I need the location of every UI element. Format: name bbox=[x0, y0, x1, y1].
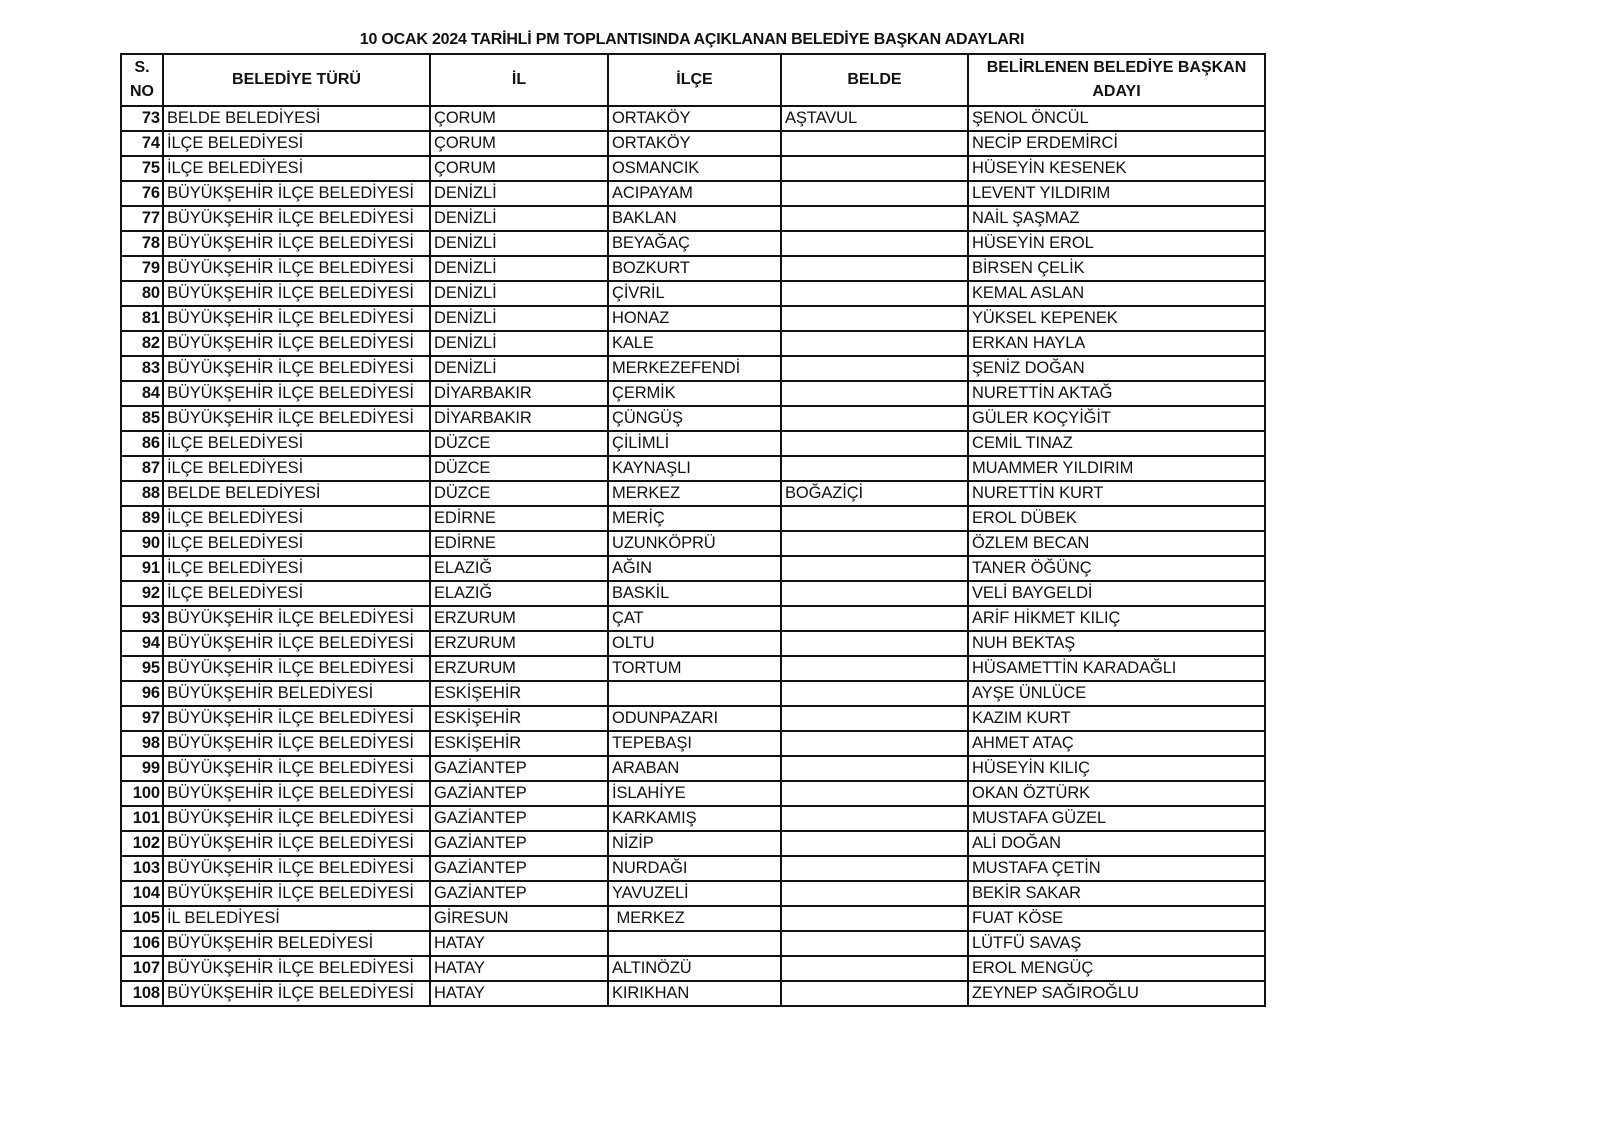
cell-il: DÜZCE bbox=[430, 431, 608, 456]
cell-il: GAZİANTEP bbox=[430, 831, 608, 856]
cell-il: DÜZCE bbox=[430, 481, 608, 506]
cell-aday: KAZIM KURT bbox=[968, 706, 1265, 731]
table-row bbox=[121, 256, 1265, 281]
cell-ilce: NİZİP bbox=[608, 831, 781, 856]
cell-aday: EROL MENGÜÇ bbox=[968, 956, 1265, 981]
cell-belde bbox=[781, 681, 968, 706]
cell-aday: GÜLER KOÇYİĞİT bbox=[968, 406, 1265, 431]
cell-belediye-turu: BÜYÜKŞEHİR İLÇE BELEDİYESİ bbox=[163, 706, 430, 731]
cell-ilce: ÇERMİK bbox=[608, 381, 781, 406]
table-row bbox=[121, 531, 1265, 556]
cell-belediye-turu: BÜYÜKŞEHİR İLÇE BELEDİYESİ bbox=[163, 181, 430, 206]
cell-belde bbox=[781, 806, 968, 831]
cell-il: HATAY bbox=[430, 981, 608, 1006]
header-il: İL bbox=[430, 54, 608, 106]
header-belde: BELDE bbox=[781, 54, 968, 106]
cell-belde bbox=[781, 506, 968, 531]
cell-sno: 78 bbox=[121, 231, 163, 256]
cell-il: EDİRNE bbox=[430, 506, 608, 531]
cell-ilce: KIRIKHAN bbox=[608, 981, 781, 1006]
cell-belde bbox=[781, 831, 968, 856]
cell-belde bbox=[781, 181, 968, 206]
cell-ilce: MERİÇ bbox=[608, 506, 781, 531]
cell-belde bbox=[781, 956, 968, 981]
table-row bbox=[121, 881, 1265, 906]
cell-il: DENİZLİ bbox=[430, 281, 608, 306]
cell-il: ELAZIĞ bbox=[430, 581, 608, 606]
cell-ilce: ODUNPAZARI bbox=[608, 706, 781, 731]
cell-aday: ÖZLEM BECAN bbox=[968, 531, 1265, 556]
cell-il: ÇORUM bbox=[430, 131, 608, 156]
cell-belediye-turu: BÜYÜKŞEHİR İLÇE BELEDİYESİ bbox=[163, 881, 430, 906]
cell-aday: AHMET ATAÇ bbox=[968, 731, 1265, 756]
header-row bbox=[121, 54, 1265, 106]
table-row bbox=[121, 281, 1265, 306]
cell-ilce: MERKEZ bbox=[608, 481, 781, 506]
cell-il: DENİZLİ bbox=[430, 206, 608, 231]
cell-il: DÜZCE bbox=[430, 456, 608, 481]
cell-belde: BOĞAZİÇİ bbox=[781, 481, 968, 506]
cell-il: ÇORUM bbox=[430, 106, 608, 131]
cell-il: GAZİANTEP bbox=[430, 781, 608, 806]
header-belediye-turu: BELEDİYE TÜRÜ bbox=[163, 54, 430, 106]
cell-sno: 105 bbox=[121, 906, 163, 931]
cell-belediye-turu: BÜYÜKŞEHİR İLÇE BELEDİYESİ bbox=[163, 631, 430, 656]
cell-aday: LÜTFÜ SAVAŞ bbox=[968, 931, 1265, 956]
table-row bbox=[121, 756, 1265, 781]
cell-aday: EROL DÜBEK bbox=[968, 506, 1265, 531]
cell-belediye-turu: İL BELEDİYESİ bbox=[163, 906, 430, 931]
cell-ilce: TORTUM bbox=[608, 656, 781, 681]
cell-ilce: BEYAĞAÇ bbox=[608, 231, 781, 256]
cell-aday: YÜKSEL KEPENEK bbox=[968, 306, 1265, 331]
cell-ilce: BOZKURT bbox=[608, 256, 781, 281]
cell-belediye-turu: İLÇE BELEDİYESİ bbox=[163, 456, 430, 481]
cell-belediye-turu: BÜYÜKŞEHİR İLÇE BELEDİYESİ bbox=[163, 231, 430, 256]
cell-belde bbox=[781, 781, 968, 806]
cell-belde bbox=[781, 856, 968, 881]
cell-sno: 93 bbox=[121, 606, 163, 631]
header-aday bbox=[968, 54, 1265, 106]
cell-sno: 73 bbox=[121, 106, 163, 131]
table-row bbox=[121, 931, 1265, 956]
table-row bbox=[121, 381, 1265, 406]
cell-il: GAZİANTEP bbox=[430, 881, 608, 906]
cell-ilce: ÇAT bbox=[608, 606, 781, 631]
header-ilce: İLÇE bbox=[608, 54, 781, 106]
cell-ilce: ACIPAYAM bbox=[608, 181, 781, 206]
cell-sno: 75 bbox=[121, 156, 163, 181]
cell-belde bbox=[781, 431, 968, 456]
cell-ilce: ÇÜNGÜŞ bbox=[608, 406, 781, 431]
cell-aday: ŞENOL ÖNCÜL bbox=[968, 106, 1265, 131]
cell-il: ERZURUM bbox=[430, 606, 608, 631]
cell-belediye-turu: BÜYÜKŞEHİR İLÇE BELEDİYESİ bbox=[163, 981, 430, 1006]
cell-belediye-turu: İLÇE BELEDİYESİ bbox=[163, 506, 430, 531]
cell-belediye-turu: BÜYÜKŞEHİR BELEDİYESİ bbox=[163, 931, 430, 956]
cell-belde bbox=[781, 156, 968, 181]
cell-sno: 108 bbox=[121, 981, 163, 1006]
cell-belediye-turu: BÜYÜKŞEHİR İLÇE BELEDİYESİ bbox=[163, 856, 430, 881]
cell-belediye-turu: İLÇE BELEDİYESİ bbox=[163, 556, 430, 581]
cell-sno: 103 bbox=[121, 856, 163, 881]
cell-belde bbox=[781, 756, 968, 781]
cell-belediye-turu: BÜYÜKŞEHİR İLÇE BELEDİYESİ bbox=[163, 381, 430, 406]
table-row bbox=[121, 431, 1265, 456]
cell-aday: ZEYNEP SAĞIROĞLU bbox=[968, 981, 1265, 1006]
cell-il: ESKİŞEHİR bbox=[430, 731, 608, 756]
cell-aday: NURETTİN KURT bbox=[968, 481, 1265, 506]
header-sno-line1: S. bbox=[134, 59, 150, 76]
cell-aday: AYŞE ÜNLÜCE bbox=[968, 681, 1265, 706]
table-row bbox=[121, 956, 1265, 981]
table-row bbox=[121, 106, 1265, 131]
cell-il: ÇORUM bbox=[430, 156, 608, 181]
table-header bbox=[121, 54, 1265, 106]
cell-ilce: AĞIN bbox=[608, 556, 781, 581]
cell-ilce: ORTAKÖY bbox=[608, 106, 781, 131]
table-row bbox=[121, 681, 1265, 706]
cell-aday: HÜSEYİN KILIÇ bbox=[968, 756, 1265, 781]
cell-sno: 81 bbox=[121, 306, 163, 331]
cell-aday: MUAMMER YILDIRIM bbox=[968, 456, 1265, 481]
cell-ilce: ORTAKÖY bbox=[608, 131, 781, 156]
cell-il: DENİZLİ bbox=[430, 331, 608, 356]
cell-belde bbox=[781, 556, 968, 581]
cell-aday: BEKİR SAKAR bbox=[968, 881, 1265, 906]
cell-sno: 101 bbox=[121, 806, 163, 831]
cell-belediye-turu: BÜYÜKŞEHİR İLÇE BELEDİYESİ bbox=[163, 956, 430, 981]
cell-belediye-turu: BÜYÜKŞEHİR İLÇE BELEDİYESİ bbox=[163, 206, 430, 231]
cell-aday: LEVENT YILDIRIM bbox=[968, 181, 1265, 206]
cell-ilce: ALTINÖZÜ bbox=[608, 956, 781, 981]
cell-belde bbox=[781, 281, 968, 306]
cell-sno: 98 bbox=[121, 731, 163, 756]
cell-belediye-turu: BÜYÜKŞEHİR İLÇE BELEDİYESİ bbox=[163, 406, 430, 431]
table-row bbox=[121, 581, 1265, 606]
cell-ilce: BAKLAN bbox=[608, 206, 781, 231]
header-aday-line1: BELİRLENEN BELEDİYE BAŞKAN bbox=[986, 59, 1247, 76]
cell-belediye-turu: İLÇE BELEDİYESİ bbox=[163, 131, 430, 156]
cell-il: DENİZLİ bbox=[430, 181, 608, 206]
cell-aday: NUH BEKTAŞ bbox=[968, 631, 1265, 656]
cell-belediye-turu: İLÇE BELEDİYESİ bbox=[163, 156, 430, 181]
cell-belediye-turu: BÜYÜKŞEHİR İLÇE BELEDİYESİ bbox=[163, 306, 430, 331]
cell-belde bbox=[781, 306, 968, 331]
cell-aday: ERKAN HAYLA bbox=[968, 331, 1265, 356]
cell-ilce: TEPEBAŞI bbox=[608, 731, 781, 756]
cell-sno: 106 bbox=[121, 931, 163, 956]
cell-belde bbox=[781, 531, 968, 556]
cell-sno: 99 bbox=[121, 756, 163, 781]
cell-belde bbox=[781, 931, 968, 956]
cell-ilce: ARABAN bbox=[608, 756, 781, 781]
cell-aday: NECİP ERDEMİRCİ bbox=[968, 131, 1265, 156]
cell-belediye-turu: BELDE BELEDİYESİ bbox=[163, 106, 430, 131]
cell-ilce: OSMANCIK bbox=[608, 156, 781, 181]
table-row bbox=[121, 356, 1265, 381]
cell-belediye-turu: BÜYÜKŞEHİR İLÇE BELEDİYESİ bbox=[163, 806, 430, 831]
table-row bbox=[121, 131, 1265, 156]
cell-belediye-turu: BÜYÜKŞEHİR İLÇE BELEDİYESİ bbox=[163, 356, 430, 381]
cell-ilce bbox=[608, 681, 781, 706]
table-row bbox=[121, 781, 1265, 806]
table-row bbox=[121, 856, 1265, 881]
cell-sno: 85 bbox=[121, 406, 163, 431]
table-row bbox=[121, 981, 1265, 1006]
header-sno-line2: NO bbox=[130, 83, 154, 100]
table-row bbox=[121, 831, 1265, 856]
cell-aday: MUSTAFA ÇETİN bbox=[968, 856, 1265, 881]
cell-sno: 95 bbox=[121, 656, 163, 681]
cell-il: DİYARBAKIR bbox=[430, 381, 608, 406]
cell-sno: 96 bbox=[121, 681, 163, 706]
table-row bbox=[121, 506, 1265, 531]
cell-sno: 80 bbox=[121, 281, 163, 306]
cell-sno: 107 bbox=[121, 956, 163, 981]
cell-il: GAZİANTEP bbox=[430, 856, 608, 881]
cell-belde bbox=[781, 331, 968, 356]
cell-belde: AŞTAVUL bbox=[781, 106, 968, 131]
cell-ilce: KAYNAŞLI bbox=[608, 456, 781, 481]
cell-sno: 82 bbox=[121, 331, 163, 356]
cell-ilce: İSLAHİYE bbox=[608, 781, 781, 806]
cell-belde bbox=[781, 406, 968, 431]
cell-sno: 97 bbox=[121, 706, 163, 731]
cell-sno: 74 bbox=[121, 131, 163, 156]
cell-aday: OKAN ÖZTÜRK bbox=[968, 781, 1265, 806]
cell-ilce: YAVUZELİ bbox=[608, 881, 781, 906]
cell-aday: FUAT KÖSE bbox=[968, 906, 1265, 931]
cell-il: HATAY bbox=[430, 956, 608, 981]
cell-ilce: BASKİL bbox=[608, 581, 781, 606]
cell-ilce: MERKEZEFENDİ bbox=[608, 356, 781, 381]
cell-aday: BİRSEN ÇELİK bbox=[968, 256, 1265, 281]
cell-ilce: OLTU bbox=[608, 631, 781, 656]
header-aday-line2: ADAYI bbox=[1092, 83, 1141, 100]
table-row bbox=[121, 606, 1265, 631]
cell-belediye-turu: İLÇE BELEDİYESİ bbox=[163, 531, 430, 556]
cell-ilce: UZUNKÖPRÜ bbox=[608, 531, 781, 556]
cell-sno: 77 bbox=[121, 206, 163, 231]
cell-sno: 88 bbox=[121, 481, 163, 506]
table-row bbox=[121, 906, 1265, 931]
cell-aday: HÜSEYİN EROL bbox=[968, 231, 1265, 256]
cell-aday: ARİF HİKMET KILIÇ bbox=[968, 606, 1265, 631]
cell-aday: CEMİL TINAZ bbox=[968, 431, 1265, 456]
table-row bbox=[121, 556, 1265, 581]
cell-belde bbox=[781, 731, 968, 756]
cell-belediye-turu: İLÇE BELEDİYESİ bbox=[163, 431, 430, 456]
cell-il: DENİZLİ bbox=[430, 231, 608, 256]
cell-aday: TANER ÖĞÜNÇ bbox=[968, 556, 1265, 581]
cell-ilce: NURDAĞI bbox=[608, 856, 781, 881]
cell-belediye-turu: BÜYÜKŞEHİR İLÇE BELEDİYESİ bbox=[163, 731, 430, 756]
cell-ilce bbox=[608, 931, 781, 956]
cell-belediye-turu: BELDE BELEDİYESİ bbox=[163, 481, 430, 506]
cell-sno: 92 bbox=[121, 581, 163, 606]
cell-belde bbox=[781, 456, 968, 481]
cell-belediye-turu: BÜYÜKŞEHİR İLÇE BELEDİYESİ bbox=[163, 656, 430, 681]
table-row bbox=[121, 481, 1265, 506]
cell-belde bbox=[781, 881, 968, 906]
cell-sno: 94 bbox=[121, 631, 163, 656]
cell-aday: KEMAL ASLAN bbox=[968, 281, 1265, 306]
cell-ilce: MERKEZ bbox=[608, 906, 781, 931]
cell-sno: 89 bbox=[121, 506, 163, 531]
table-row bbox=[121, 656, 1265, 681]
cell-il: DENİZLİ bbox=[430, 306, 608, 331]
cell-belde bbox=[781, 356, 968, 381]
cell-aday: ŞENİZ DOĞAN bbox=[968, 356, 1265, 381]
cell-belde bbox=[781, 981, 968, 1006]
table-row bbox=[121, 231, 1265, 256]
cell-belde bbox=[781, 706, 968, 731]
table-row bbox=[121, 806, 1265, 831]
cell-aday: HÜSEYİN KESENEK bbox=[968, 156, 1265, 181]
cell-belediye-turu: BÜYÜKŞEHİR İLÇE BELEDİYESİ bbox=[163, 606, 430, 631]
table-row bbox=[121, 706, 1265, 731]
cell-sno: 104 bbox=[121, 881, 163, 906]
cell-aday: VELİ BAYGELDİ bbox=[968, 581, 1265, 606]
cell-il: HATAY bbox=[430, 931, 608, 956]
cell-sno: 79 bbox=[121, 256, 163, 281]
cell-il: EDİRNE bbox=[430, 531, 608, 556]
cell-belediye-turu: BÜYÜKŞEHİR BELEDİYESİ bbox=[163, 681, 430, 706]
cell-sno: 91 bbox=[121, 556, 163, 581]
cell-belediye-turu: BÜYÜKŞEHİR İLÇE BELEDİYESİ bbox=[163, 256, 430, 281]
cell-sno: 86 bbox=[121, 431, 163, 456]
cell-il: DENİZLİ bbox=[430, 356, 608, 381]
cell-belde bbox=[781, 906, 968, 931]
cell-il: ELAZIĞ bbox=[430, 556, 608, 581]
table-row bbox=[121, 306, 1265, 331]
cell-sno: 83 bbox=[121, 356, 163, 381]
cell-belediye-turu: BÜYÜKŞEHİR İLÇE BELEDİYESİ bbox=[163, 831, 430, 856]
cell-belediye-turu: BÜYÜKŞEHİR İLÇE BELEDİYESİ bbox=[163, 331, 430, 356]
cell-il: GİRESUN bbox=[430, 906, 608, 931]
table-row bbox=[121, 156, 1265, 181]
cell-aday: HÜSAMETTİN KARADAĞLI bbox=[968, 656, 1265, 681]
cell-ilce: ÇİVRİL bbox=[608, 281, 781, 306]
cell-aday: NAİL ŞAŞMAZ bbox=[968, 206, 1265, 231]
table-row bbox=[121, 731, 1265, 756]
header-sno bbox=[121, 54, 163, 106]
table-row bbox=[121, 181, 1265, 206]
cell-il: DİYARBAKIR bbox=[430, 406, 608, 431]
table-row bbox=[121, 631, 1265, 656]
cell-sno: 76 bbox=[121, 181, 163, 206]
cell-il: GAZİANTEP bbox=[430, 806, 608, 831]
document-title: 10 OCAK 2024 TARİHLİ PM TOPLANTISINDA AÇIKLANAN BELEDİYE BAŞKAN ADAYLARI bbox=[359, 31, 1025, 48]
candidates-table bbox=[120, 53, 1266, 1007]
cell-sno: 100 bbox=[121, 781, 163, 806]
cell-belde bbox=[781, 206, 968, 231]
cell-aday: NURETTİN AKTAĞ bbox=[968, 381, 1265, 406]
cell-il: ESKİŞEHİR bbox=[430, 681, 608, 706]
cell-sno: 87 bbox=[121, 456, 163, 481]
cell-sno: 90 bbox=[121, 531, 163, 556]
cell-belediye-turu: BÜYÜKŞEHİR İLÇE BELEDİYESİ bbox=[163, 756, 430, 781]
cell-belediye-turu: İLÇE BELEDİYESİ bbox=[163, 581, 430, 606]
cell-belde bbox=[781, 606, 968, 631]
cell-sno: 84 bbox=[121, 381, 163, 406]
cell-ilce: KALE bbox=[608, 331, 781, 356]
cell-ilce: HONAZ bbox=[608, 306, 781, 331]
cell-ilce: KARKAMIŞ bbox=[608, 806, 781, 831]
cell-il: ESKİŞEHİR bbox=[430, 706, 608, 731]
table-row bbox=[121, 456, 1265, 481]
cell-belde bbox=[781, 131, 968, 156]
cell-belediye-turu: BÜYÜKŞEHİR İLÇE BELEDİYESİ bbox=[163, 281, 430, 306]
cell-il: GAZİANTEP bbox=[430, 756, 608, 781]
cell-belde bbox=[781, 381, 968, 406]
cell-aday: ALİ DOĞAN bbox=[968, 831, 1265, 856]
cell-belde bbox=[781, 631, 968, 656]
cell-sno: 102 bbox=[121, 831, 163, 856]
table-row bbox=[121, 406, 1265, 431]
table-row bbox=[121, 331, 1265, 356]
cell-il: ERZURUM bbox=[430, 631, 608, 656]
table-body bbox=[121, 106, 1265, 1006]
cell-belde bbox=[781, 231, 968, 256]
cell-il: DENİZLİ bbox=[430, 256, 608, 281]
cell-belde bbox=[781, 256, 968, 281]
cell-aday: MUSTAFA GÜZEL bbox=[968, 806, 1265, 831]
cell-il: ERZURUM bbox=[430, 656, 608, 681]
table-row bbox=[121, 206, 1265, 231]
cell-belde bbox=[781, 581, 968, 606]
cell-ilce: ÇİLİMLİ bbox=[608, 431, 781, 456]
cell-belediye-turu: BÜYÜKŞEHİR İLÇE BELEDİYESİ bbox=[163, 781, 430, 806]
cell-belde bbox=[781, 656, 968, 681]
